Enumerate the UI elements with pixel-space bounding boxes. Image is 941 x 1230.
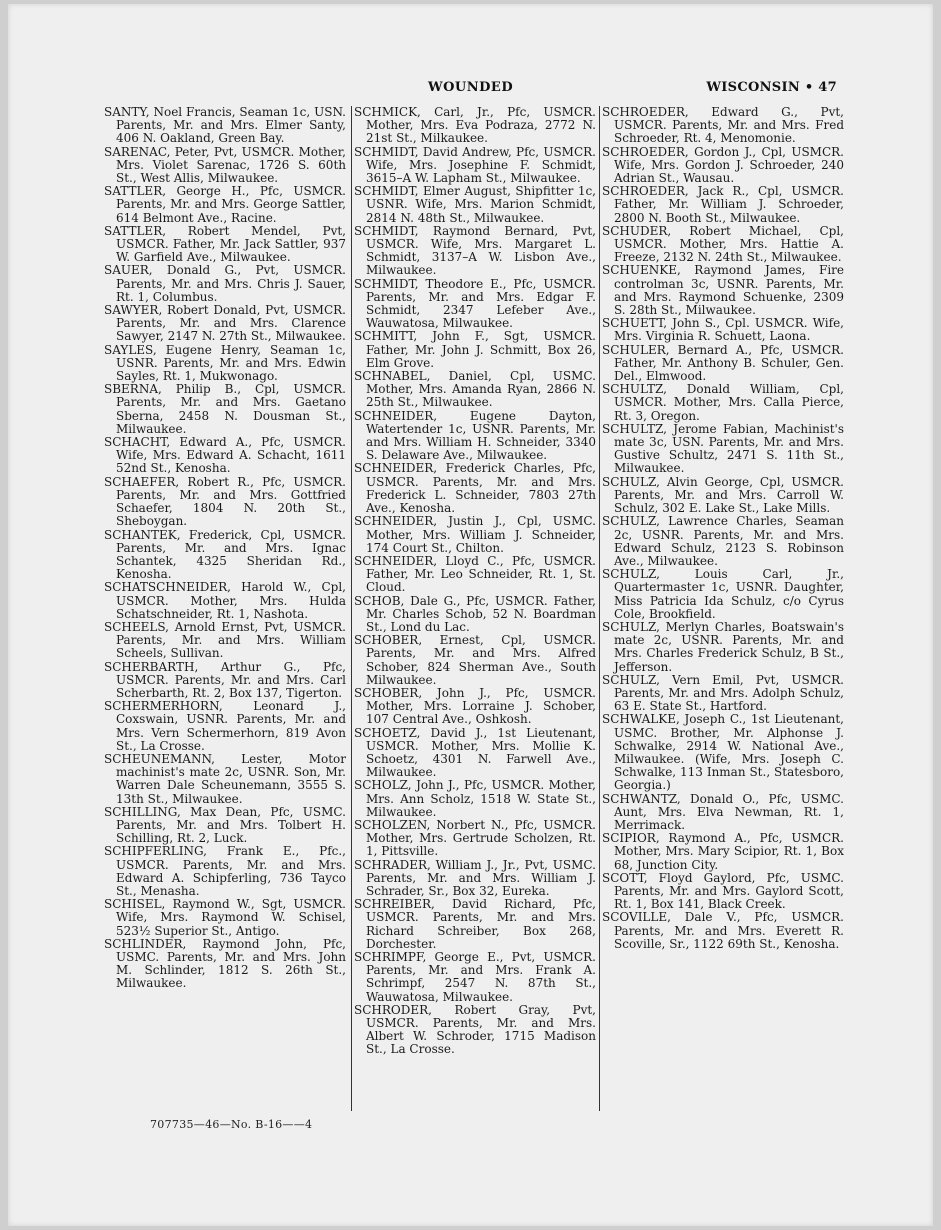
- casualty-entry: SANTY, Noel Francis, Seaman 1c, USN. Parents, Mr. and Mrs. Elmer Santy, 406 N. Oakland, Green Bay.: [104, 105, 346, 146]
- casualty-entry: SCHRODER, Robert Gray, Pvt, USMCR. Parents, Mr. and Mrs. Albert W. Schroder, 1715 Madison St., La Crosse.: [354, 1002, 596, 1057]
- casualty-entry: SCHOETZ, David J., 1st Lieutenant, USMCR. Mother, Mrs. Mollie K. Schoetz, 4301 N. Farwell Ave., Milwaukee.: [354, 725, 596, 780]
- casualty-entry: SARENAC, Peter, Pvt, USMCR. Mother, Mrs. Violet Sarenac, 1726 S. 60th St., West Allis, Milwaukee.: [104, 144, 346, 186]
- casualty-entry: SCHRADER, William J., Jr., Pvt, USMC. Parents, Mr. and Mrs. William J. Schrader, Sr., Box 32, Eureka.: [354, 857, 596, 898]
- column-2: [354, 106, 596, 1057]
- casualty-entry: SCHNEIDER, Lloyd C., Pfc, USMCR. Father, Mr. Leo Schneider, Rt. 1, St. Cloud.: [354, 553, 596, 595]
- casualty-entry: SCHULZ, Lawrence Charles, Seaman 2c, USNR. Parents, Mr. and Mrs. Edward Schulz, 2123 S. Robinson Ave., Milwaukee.: [602, 514, 844, 568]
- casualty-entry: SCHOB, Dale G., Pfc, USMCR. Father, Mr. Charles Schob, 52 N. Boardman St., Lond du Lac.: [354, 593, 596, 634]
- casualty-entry: SCHNEIDER, Eugene Dayton, Watertender 1c, USNR. Parents, Mr. and Mrs. William H. Schneider, 3340 S. Delaware Ave., Milwaukee.: [354, 408, 596, 463]
- casualty-entry: SCHISEL, Raymond W., Sgt, USMCR. Wife, Mrs. Raymond W. Schisel, 523½ Superior St., Antigo.: [104, 897, 346, 938]
- casualty-entry: SCHUENKE, Raymond James, Fire controlman 3c, USNR. Parents, Mr. and Mrs. Raymond Schuenke, 2309 S. 28th St., Milwaukee.: [602, 263, 844, 318]
- casualty-entry: SCHATSCHNEIDER, Harold W., Cpl, USMCR. Mother, Mrs. Hulda Schatschneider, Rt. 1, Nashota.: [104, 580, 346, 621]
- casualty-entry: SCHACHT, Edward A., Pfc, USMCR. Wife, Mrs. Edward A. Schacht, 1611 52nd St., Kenosha.: [104, 435, 346, 476]
- casualty-entry: SCHMIDT, Elmer August, Shipfitter 1c, USNR. Wife, Mrs. Marion Schmidt, 2814 N. 48th St., Milwaukee.: [354, 184, 596, 225]
- casualty-entry: SCHUDER, Robert Michael, Cpl, USMCR. Mother, Mrs. Hattie A. Freeze, 2132 N. 24th St., Milwaukee.: [602, 223, 844, 265]
- casualty-entry: SATTLER, George H., Pfc, USMCR. Parents, Mr. and Mrs. George Sattler, 614 Belmont Ave., Racine.: [104, 184, 346, 225]
- casualty-entry: SAUER, Donald G., Pvt, USMCR. Parents, Mr. and Mrs. Chris J. Sauer, Rt. 1, Columbus.: [104, 263, 346, 304]
- casualty-entry: SCHMIDT, Raymond Bernard, Pvt, USMCR. Wife, Mrs. Margaret L. Schmidt, 3137–A W. Lisbon Ave., Milwaukee.: [354, 223, 596, 278]
- casualty-entry: SCHULER, Bernard A., Pfc, USMCR. Father, Mr. Anthony B. Schuler, Gen. Del., Elmwood.: [602, 342, 844, 384]
- casualty-entry: SCHIPFERLING, Frank E., Pfc., USMCR. Parents, Mr. and Mrs. Edward A. Schipferling, 736 Tayco St., Menasha.: [104, 844, 346, 898]
- casualty-entry: SCHULTZ, Jerome Fabian, Machinist's mate 3c, USN. Parents, Mr. and Mrs. Gustive Schultz, 2471 S. 11th St., Milwaukee.: [602, 421, 844, 476]
- casualty-entry: SCHWALKE, Joseph C., 1st Lieutenant, USMC. Brother, Mr. Alphonse J. Schwalke, 2914 W. National Ave., Milwaukee. (Wife, Mrs. Joseph C. Schwalke, 113 Inman St., Statesboro, Georgia.): [602, 712, 844, 793]
- casualty-entry: SCHNEIDER, Justin J., Cpl, USMC. Mother, Mrs. William J. Schneider, 174 Court St., Chilton.: [354, 514, 596, 555]
- casualty-entry: SCHULZ, Vern Emil, Pvt, USMCR. Parents, Mr. and Mrs. Adolph Schulz, 63 E. State St., Hartford.: [602, 672, 844, 714]
- casualty-entry: SCHAEFER, Robert R., Pfc, USMCR. Parents, Mr. and Mrs. Gottfried Schaefer, 1804 N. 20th St., Sheboygan.: [104, 474, 346, 529]
- state-page-number: WISCONSIN • 47: [706, 80, 837, 95]
- print-code-footer: 707735—46—No. B-16——4: [150, 1118, 313, 1131]
- casualty-entry: SCHREIBER, David Richard, Pfc, USMCR. Parents, Mr. and Mrs. Richard Schreiber, Box 268, Dorchester.: [354, 897, 596, 951]
- column-1: [104, 106, 346, 991]
- casualty-entry: SCHEELS, Arnold Ernst, Pvt, USMCR. Parents, Mr. and Mrs. William Scheels, Sullivan.: [104, 619, 346, 661]
- casualty-entry: SCHOLZ, John J., Pfc, USMCR. Mother, Mrs. Ann Scholz, 1518 W. State St., Milwaukee.: [354, 778, 596, 819]
- casualty-entry: SCHUETT, John S., Cpl. USMCR. Wife, Mrs. Virginia R. Schuett, Laona.: [602, 316, 844, 344]
- column-divider-2: [599, 106, 600, 1111]
- casualty-entry: SCHULZ, Louis Carl, Jr., Quartermaster 1c, USNR. Daughter, Miss Patricia Ida Schulz, c/o Cyrus Cole, Brookfield.: [602, 567, 844, 621]
- casualty-entry: SCHOBER, John J., Pfc, USMCR. Mother, Mrs. Lorraine J. Schober, 107 Central Ave., Oshkosh.: [354, 685, 596, 727]
- casualty-entry: SCHWANTZ, Donald O., Pfc, USMC. Aunt, Mrs. Elva Newman, Rt. 1, Merrimack.: [602, 791, 844, 832]
- casualty-entry: SCIPIOR, Raymond A., Pfc, USMCR. Mother, Mrs. Mary Scipior, Rt. 1, Box 68, Junction City.: [602, 831, 844, 872]
- casualty-entry: SCHROEDER, Gordon J., Cpl, USMCR. Wife, Mrs. Gordon J. Schroeder, 240 Adrian St., Wausau.: [602, 144, 844, 186]
- document-page: [8, 4, 933, 1226]
- casualty-entry: SCHRIMPF, George E., Pvt, USMCR. Parents, Mr. and Mrs. Frank A. Schrimpf, 2547 N. 87th St., Wauwatosa, Milwaukee.: [354, 950, 596, 1004]
- casualty-entry: SCHEUNEMANN, Lester, Motor machinist's mate 2c, USNR. Son, Mr. Warren Dale Scheunemann, 3555 S. 13th St., Milwaukee.: [104, 751, 346, 806]
- column-3: [602, 106, 844, 951]
- casualty-entry: SCHULTZ, Donald William, Cpl, USMCR. Mother, Mrs. Calla Pierce, Rt. 3, Oregon.: [602, 382, 844, 423]
- casualty-entry: SCHMIDT, David Andrew, Pfc, USMCR. Wife, Mrs. Josephine F. Schmidt, 3615–A W. Lapham St., Milwaukee.: [354, 144, 596, 186]
- casualty-entry: SCHOBER, Ernest, Cpl, USMCR. Parents, Mr. and Mrs. Alfred Schober, 824 Sherman Ave., South Milwaukee.: [354, 633, 596, 687]
- casualty-entry: SCHMIDT, Theodore E., Pfc, USMCR. Parents, Mr. and Mrs. Edgar F. Schmidt, 2347 Lefeber Ave., Wauwatosa, Milwaukee.: [354, 276, 596, 331]
- casualty-entry: SAWYER, Robert Donald, Pvt, USMCR. Parents, Mr. and Mrs. Clarence Sawyer, 2147 N. 27th St., Milwaukee.: [104, 303, 346, 344]
- casualty-entry: SCHANTEK, Frederick, Cpl, USMCR. Parents, Mr. and Mrs. Ignac Schantek, 4325 Sheridan Rd., Kenosha.: [104, 527, 346, 582]
- casualty-entry: SCHULZ, Alvin George, Cpl, USMCR. Parents, Mr. and Mrs. Carroll W. Schulz, 302 E. Lake St., Lake Mills.: [602, 474, 844, 516]
- casualty-entry: SCHOLZEN, Norbert N., Pfc, USMCR. Mother, Mrs. Gertrude Scholzen, Rt. 1, Pittsville.: [354, 817, 596, 859]
- casualty-entry: SCHULZ, Merlyn Charles, Boatswain's mate 2c, USNR. Parents, Mr. and Mrs. Charles Frederick Schulz, B St., Jefferson.: [602, 619, 844, 674]
- casualty-entry: SCHERMERHORN, Leonard J., Coxswain, USNR. Parents, Mr. and Mrs. Vern Schermerhorn, 819 Avon St., La Crosse.: [104, 699, 346, 753]
- casualty-entry: SATTLER, Robert Mendel, Pvt, USMCR. Father, Mr. Jack Sattler, 937 W. Garfield Ave., Milwaukee.: [104, 223, 346, 265]
- casualty-entry: SCHNABEL, Daniel, Cpl, USMC. Mother, Mrs. Amanda Ryan, 2866 N. 25th St., Milwaukee.: [354, 369, 596, 410]
- casualty-entry: SBERNA, Philip B., Cpl, USMCR. Parents, Mr. and Mrs. Gaetano Sberna, 2458 N. Dousman St., Milwaukee.: [104, 382, 346, 436]
- casualty-entry: SCHILLING, Max Dean, Pfc, USMC. Parents, Mr. and Mrs. Tolbert H. Schilling, Rt. 2, Luck.: [104, 804, 346, 846]
- casualty-entry: SCHLINDER, Raymond John, Pfc, USMC. Parents, Mr. and Mrs. John M. Schlinder, 1812 S. 26th St., Milwaukee.: [104, 936, 346, 991]
- casualty-entry: SCHERBARTH, Arthur G., Pfc, USMCR. Parents, Mr. and Mrs. Carl Scherbarth, Rt. 2, Box 137, Tigerton.: [104, 659, 346, 700]
- column-divider-1: [351, 106, 352, 1111]
- page-header: [8, 80, 933, 98]
- casualty-entry: SCHMICK, Carl, Jr., Pfc, USMCR. Mother, Mrs. Eva Podraza, 2772 N. 21st St., Milkaukee.: [354, 105, 596, 146]
- casualty-entry: SCHROEDER, Jack R., Cpl, USMCR. Father, Mr. William J. Schroeder, 2800 N. Booth St., Milwaukee.: [602, 184, 844, 225]
- casualty-entry: SCOVILLE, Dale V., Pfc, USMCR. Parents, Mr. and Mrs. Everett R. Scoville, Sr., 1122 69th St., Kenosha.: [602, 910, 844, 951]
- casualty-entry: SCHMITT, John F., Sgt, USMCR. Father, Mr. John J. Schmitt, Box 26, Elm Grove.: [354, 329, 596, 370]
- section-title: WOUNDED: [428, 80, 514, 95]
- casualty-entry: SCHROEDER, Edward G., Pvt, USMCR. Parents, Mr. and Mrs. Fred Schroeder, Rt. 4, Menomonie.: [602, 105, 844, 146]
- casualty-entry: SCHNEIDER, Frederick Charles, Pfc, USMCR. Parents, Mr. and Mrs. Frederick L. Schneider, 7803 27th Ave., Kenosha.: [354, 461, 596, 516]
- casualty-entry: SCOTT, Floyd Gaylord, Pfc, USMC. Parents, Mr. and Mrs. Gaylord Scott, Rt. 1, Box 141, Black Creek.: [602, 870, 844, 912]
- casualty-entry: SAYLES, Eugene Henry, Seaman 1c, USNR. Parents, Mr. and Mrs. Edwin Sayles, Rt. 1, Mukwonago.: [104, 342, 346, 384]
